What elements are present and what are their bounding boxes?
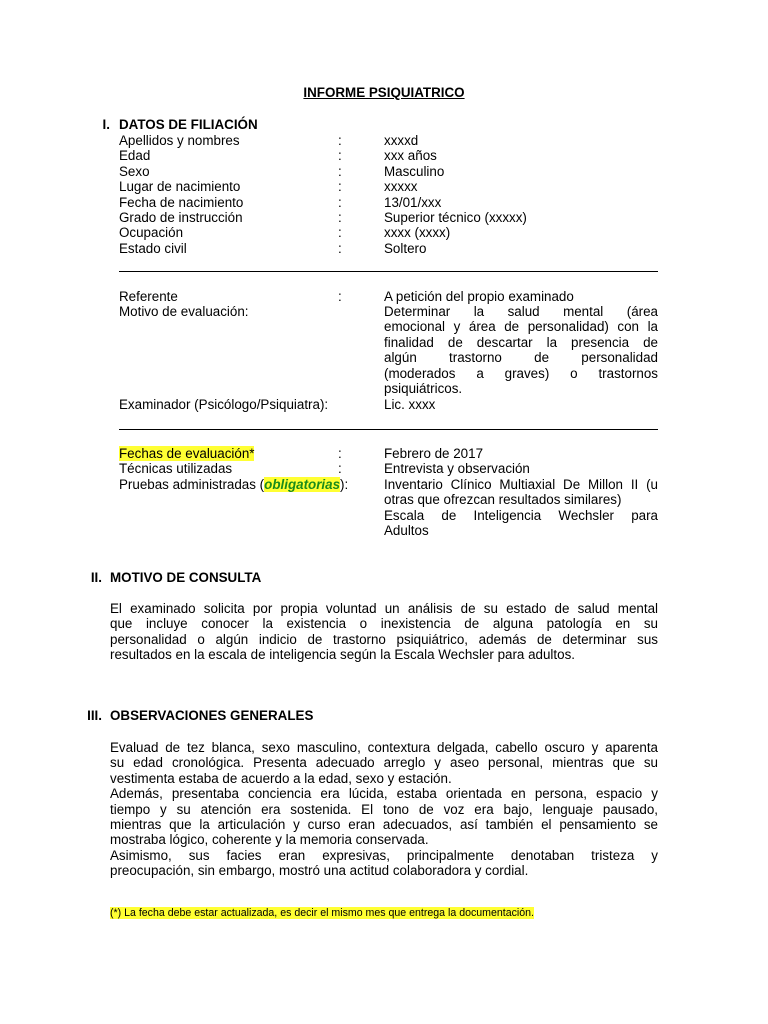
observaciones-paragraph bbox=[110, 740, 658, 879]
field-value: Soltero bbox=[384, 240, 427, 256]
paragraph-line: Asimismo, sus facies eran expresivas, principalmente denotaban tristeza y bbox=[110, 847, 658, 863]
field-label: Lugar de nacimiento bbox=[119, 179, 241, 195]
field-value: Lic. xxxx bbox=[384, 397, 436, 412]
motivo-line: Determinar la salud mental (área bbox=[384, 304, 658, 319]
paragraph-line: mientras que la articulación y curso eran adecuados, así también el pensamiento se bbox=[110, 817, 658, 833]
paragraph-line: El examinado solicita por propia voluntad un análisis de su estado de salud mental bbox=[110, 601, 658, 616]
obligatorias-highlight: obligatorias bbox=[264, 477, 341, 492]
field-label: Técnicas utilizadas bbox=[119, 461, 233, 476]
field-value: Superior técnico (xxxxx) bbox=[384, 210, 527, 225]
field-label: Apellidos y nombres bbox=[119, 133, 240, 148]
section-2-number: II. bbox=[90, 570, 102, 585]
field-colon: : bbox=[338, 461, 342, 476]
footnote-text: (*) La fecha debe estar actualizada, es decir el mismo mes que entrega la documentación. bbox=[110, 907, 534, 919]
motivo-line: psiquiátricos. bbox=[384, 381, 463, 397]
field-colon: : bbox=[338, 210, 342, 225]
section-1-number: I. bbox=[102, 117, 110, 132]
field-label: Grado de instrucción bbox=[119, 210, 243, 225]
field-value: A petición del propio examinado bbox=[384, 289, 574, 304]
field-colon: : bbox=[338, 179, 342, 195]
paragraph-line: Evaluad de tez blanca, sexo masculino, contextura delgada, cabello oscuro y aparenta bbox=[110, 740, 658, 755]
field-label: Motivo de evaluación: bbox=[119, 304, 249, 319]
field-colon: : bbox=[338, 446, 342, 461]
field-value: Masculino bbox=[384, 163, 445, 179]
field-value: xxxxd bbox=[384, 133, 419, 148]
field-colon: : bbox=[338, 289, 342, 304]
paragraph-line: vestimenta estaba de acuerdo a la edad, sexo y estación. bbox=[110, 770, 452, 786]
field-value: xxx años bbox=[384, 148, 437, 164]
motivo-line: (moderados a graves) o trastornos bbox=[384, 365, 658, 381]
paragraph-line: Además, presentaba conciencia era lúcida, estaba orientada en persona, espacio y bbox=[110, 786, 658, 802]
footnote bbox=[110, 907, 534, 920]
paragraph-line: personalidad o algún indicio de trastorno psiquiátrico, además de determinar sus bbox=[110, 631, 658, 647]
paragraph-line: preocupación, sin embargo, mostró una actitud colaboradora y cordial. bbox=[110, 863, 529, 879]
field-value-motivo bbox=[384, 304, 658, 396]
field-value: Entrevista y observación bbox=[384, 461, 530, 476]
field-label: Estado civil bbox=[119, 240, 187, 256]
motivo-line: emocional y área de personalidad) con la bbox=[384, 319, 658, 335]
pruebas-label-suffix: ): bbox=[340, 477, 349, 492]
divider-1 bbox=[119, 271, 658, 272]
paragraph-line: su edad cronológica. Presenta adecuado arreglo y aseo personal, mientras que su bbox=[110, 755, 658, 771]
field-value: xxxx (xxxx) bbox=[384, 225, 451, 241]
field-label: Fecha de nacimiento bbox=[119, 194, 244, 210]
pruebas-label-prefix: Pruebas administradas ( bbox=[119, 477, 265, 492]
field-label: Sexo bbox=[119, 163, 150, 179]
field-colon: : bbox=[338, 163, 342, 179]
field-colon: : bbox=[338, 240, 342, 256]
field-label: Examinador (Psicólogo/Psiquiatra): bbox=[119, 397, 329, 412]
field-value: xxxxx bbox=[384, 179, 418, 195]
field-label: Edad bbox=[119, 148, 151, 164]
section-3-title: OBSERVACIONES GENERALES bbox=[110, 708, 314, 723]
paragraph-line: que incluye conocer la existencia o inexistencia de alguna patología en su bbox=[110, 616, 658, 632]
field-colon: : bbox=[338, 194, 342, 210]
paragraph-line: mostraba lógico, coherente y la memoria conservada. bbox=[110, 832, 429, 848]
pruebas-line: Inventario Clínico Multiaxial De Millon II (u bbox=[384, 477, 658, 492]
motivo-consulta-paragraph bbox=[110, 601, 658, 663]
field-value: 13/01/xxx bbox=[384, 194, 442, 210]
field-value-pruebas bbox=[384, 477, 658, 539]
section-1-title: DATOS DE FILIACIÓN bbox=[119, 117, 258, 132]
field-colon: : bbox=[338, 148, 342, 164]
motivo-line: finalidad de descartar la presencia de bbox=[384, 334, 658, 350]
field-label-highlighted: Fechas de evaluación* bbox=[119, 446, 255, 461]
motivo-line: algún trastorno de personalidad bbox=[384, 350, 658, 366]
divider-2 bbox=[119, 429, 658, 430]
field-label: Ocupación bbox=[119, 225, 184, 241]
section-2-title: MOTIVO DE CONSULTA bbox=[110, 570, 262, 585]
field-label bbox=[119, 477, 348, 492]
field-colon: : bbox=[338, 133, 342, 148]
field-value: Febrero de 2017 bbox=[384, 446, 484, 461]
paragraph-line: resultados en la escala de inteligencia según la Escala Wechsler para adultos. bbox=[110, 647, 575, 663]
pruebas-line: otras que ofrezcan resultados similares) bbox=[384, 492, 622, 508]
field-label: Referente bbox=[119, 289, 178, 304]
section-3-number: III. bbox=[87, 708, 102, 723]
pruebas-line: Adultos bbox=[384, 523, 429, 539]
pruebas-line: Escala de Inteligencia Wechsler para bbox=[384, 507, 658, 523]
field-colon: : bbox=[338, 225, 342, 241]
page-title: INFORME PSIQUIATRICO bbox=[303, 85, 465, 100]
paragraph-line: tiempo y su atención era sostenida. El tono de voz era bajo, lenguaje pausado, bbox=[110, 801, 658, 817]
